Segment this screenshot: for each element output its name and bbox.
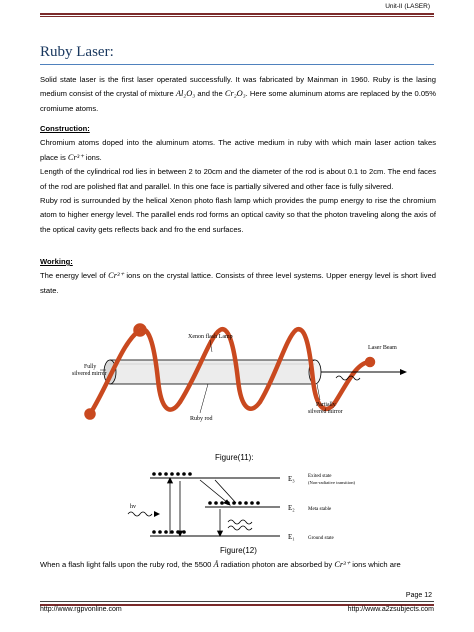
label-partially: Partially: [316, 402, 336, 408]
header-rule: [40, 13, 434, 15]
intro-text-a: Solid state laser is the first laser operated successfully. It was fabricated by Mainman in 1960. Ruby is the lasing medium consist of the crystal of mixture: [40, 75, 436, 99]
working-heading: Working:: [40, 257, 73, 266]
footer-link-right[interactable]: http://www.a2zsubjects.com: [347, 606, 434, 613]
figure12-caption: Figure(12): [220, 546, 257, 555]
ruby-rod: [104, 360, 321, 384]
label-metastable: Meta stable: [308, 507, 332, 512]
label-nonradiative: (Non-radiative transition): [308, 480, 356, 485]
closing-paragraph: [40, 558, 436, 572]
intro-text-c: . Here some aluminum atoms are replaced by the 0.05% cromiume atoms.: [40, 89, 437, 113]
label-e3: E₃: [288, 475, 295, 483]
closing-text-c: ions which are: [350, 560, 401, 569]
page-number: Page 12: [405, 592, 432, 599]
ruby-laser-diagram: [70, 322, 410, 432]
construction-section: [40, 122, 436, 237]
pump-photon-wave: [128, 512, 152, 516]
label-xenon-lamp: Xenon flash Lamp: [188, 334, 233, 340]
unit-angstrom: Å: [213, 560, 219, 569]
page-title: Ruby Laser:: [40, 44, 114, 60]
formula-cr3-closing: Cr³⁺: [334, 560, 351, 569]
header-rule-thin: [40, 16, 434, 17]
formula-cr3: Cr³⁺: [67, 152, 84, 162]
energy-level-diagram: [110, 470, 400, 548]
label-laser-beam: Laser Beam: [368, 345, 397, 351]
label-ruby-rod: Ruby rod: [190, 416, 213, 422]
label-excited: Exited state: [308, 474, 332, 479]
working-p1-end: ions on the crystal lattice. Consists of three level systems. Upper energy level is short lived state.: [40, 271, 436, 295]
working-section: [40, 255, 436, 298]
label-fully: Fully: [84, 364, 97, 370]
working-p1: [40, 269, 436, 298]
label-partially-silvered: silvered mirror: [308, 409, 343, 415]
pump-arrow: [154, 511, 160, 517]
label-e2: E₂: [288, 504, 295, 512]
construction-p1-end: ions.: [83, 152, 102, 162]
label-fully-silvered: silvered mirror: [72, 371, 107, 377]
figure11-caption: Figure(11):: [215, 453, 254, 462]
construction-p1-text: Chromium atoms doped into the aluminum atoms. The active medium in ruby with which main laser action takes place is: [40, 138, 436, 162]
closing-text-b: radiation photon are absorbed by: [218, 560, 335, 569]
laser-beam: [321, 369, 407, 380]
construction-p3: Ruby rod is surrounded by the helical Xenon photo flash lamp which provides the pump energy to rise the chromium atom to higher energy level. The parallel ends rod forms an optical cavity so that the photon traveling along the axis of the optical cavity gets reflects back and fro the end surfaces.: [40, 196, 436, 234]
construction-p2: Length of the cylindrical rod lies in between 2 to 20cm and the diameter of the rod is about 0.1 to 2cm. The end faces of the rod are polished flat and parallel. In this one face is partially silvered and other face is fully silvered.: [40, 167, 436, 191]
title-underline: [40, 64, 434, 65]
closing-text-a: When a flash light falls upon the ruby rod, the 5500: [40, 560, 214, 569]
construction-p1: [40, 136, 436, 165]
formula-cr2o3: Cr₂O₃: [224, 89, 246, 99]
header-unit-label: Unit-II (LASER): [385, 3, 430, 10]
label-e1: E₁: [288, 533, 295, 541]
intro-text-b: and the: [195, 89, 225, 99]
footer-rule-thin: [40, 601, 434, 602]
intro-paragraph: [40, 73, 436, 116]
label-ground: Ground state: [308, 536, 334, 541]
construction-heading: Construction:: [40, 124, 90, 133]
working-p1-text: The energy level of: [40, 271, 109, 281]
formula-cr3-working: Cr³⁺: [108, 271, 124, 281]
label-hv: hv: [130, 504, 136, 510]
energy-levels: [150, 478, 280, 536]
emission-wave: [228, 520, 252, 524]
footer-link-left[interactable]: http://www.rgpvonline.com: [40, 606, 122, 613]
formula-al2o3: Al₂O₃: [175, 89, 196, 99]
